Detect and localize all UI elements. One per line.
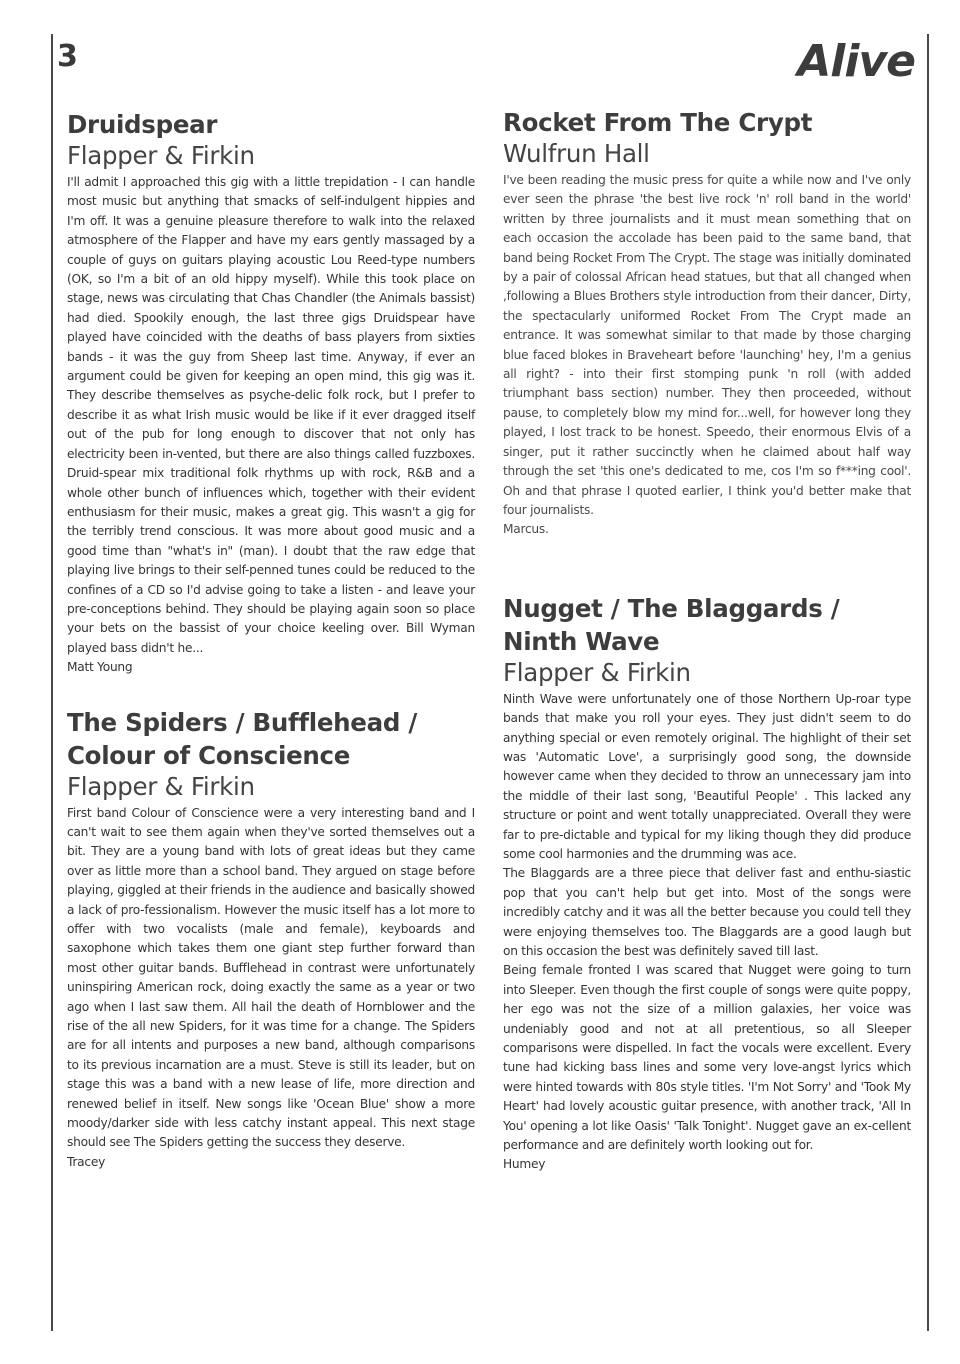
- venue-title: Flapper & Firkin: [503, 657, 691, 687]
- review-author: Humey: [503, 1157, 546, 1172]
- page-number: 3: [57, 39, 77, 74]
- review-paragraph: Ninth Wave were unfortunately one of those Northern Up-roar type bands that make you roll your eyes. They just didn't seem to do anything special or even remotely original. The highlight of their set was 'Automatic Love', a surprisingly good song, the downside however came when they decided to throw an unnecessary jam into the middle of their last song, 'Beautiful People' . This lacked any structure or point and went totally unappreciated. Overall they were far to pre-dictable and typical for my liking though they did produce some cool harmonies and the drumming was ace.: [503, 691, 911, 861]
- band-title-line-2: Ninth Wave: [503, 626, 660, 656]
- review-spiders-bufflehead: [67, 706, 475, 1173]
- band-title-line-1: The Spiders / Bufflehead /: [67, 707, 417, 737]
- review-author: Tracey: [67, 1154, 106, 1169]
- review-author: Marcus.: [503, 522, 549, 537]
- magazine-masthead: Alive: [797, 36, 915, 87]
- review-paragraph: I've been reading the music press for quite a while now and I've only ever seen the phrase 'the best live rock 'n' roll band in the world' written by three journalists and it must mean something that on each occasion the accolade has been paid to the same band, that band being Rocket From The Crypt. The stage was initially dominated by a pair of colossal African head statues, but that all changed when ,following a Blues Brothers style introduction from their dancer, Dirty, the spectacularly uniformed Rocket From The Crypt made an entrance. It was somewhat similar to that made by those charging blue faced blokes in Braveheart before 'launching' hey, I'm a genius all right? - into their first stomping punk 'n roll (with added triumphant bass section) number. They then proceeded, without pause, to completely blow my mind for...well, for however long they played, I lost track to be honest. Speedo, their enormous Elvis of a singer, put it rather succinctly when he claimed about half way through the set 'this one's dedicated to me, cos I'm so f***ing cool'. Oh and that phrase I quoted earlier, I think you'd better make that four journalists.: [503, 173, 911, 517]
- venue-title: Flapper & Firkin: [67, 141, 255, 170]
- band-title: Rocket From The Crypt: [503, 108, 813, 137]
- review-body: [67, 173, 475, 658]
- review-author: Matt Young: [67, 660, 133, 675]
- venue-title: Flapper & Firkin: [67, 771, 255, 801]
- review-paragraph: I'll admit I approached this gig with a little trepidation - I can handle most music but anything that smacks of self-indulgent hippies and I'm off. It was a genuine pleasure therefore to walk into the relaxed atmosphere of the Flapper and have my ears gently massaged by a couple of guys on guitars playing acoustic Lou Reed-type numbers (OK, so I'm a bit of an old hippy myself). While this took place on stage, news was circulating that Chas Chandler (the Animals bassist) had died. Spookily enough, the last three gigs Druidspear have played have coincided with the deaths of bass players from sixties bands - it was the guy from Sheep last time. Anyway, if ever an argument could be given for keeping an open mind, this gig was it. They describe themselves as psyche-delic folk rock, but I prefer to describe it as what Irish music would be like if it ever dragged itself out of the pub for long enough to discover that not only has electricity been in-vented, but there are also things called fuzzboxes. Druid-spear mix traditional folk rhythms up with rock, R&B and a whole other bunch of influences which, together with their evident enthusiasm for their music, makes a great gig. This wasn't a gig for the terribly trend conscious. It was more about good music and a good time than "what's in" (man). I doubt that the raw edge that playing live brings to their self-penned tunes could be reduced to the confines of a CD so I'd advise going to take a listen - and leave your pre-conceptions behind. They should be playing again soon so place your bets on the bassist of your choice keeling over. Bill Wyman played bass didn't he...: [67, 175, 475, 655]
- review-paragraph: The Blaggards are a three piece that deliver fast and enthu-siastic pop that you can't help but get into. Most of the songs were incredibly catchy and it was all the better because you could tell they were enjoying themselves too. The Blaggards are a good laugh but on this occasion the best was definitely saved till last.: [503, 866, 911, 958]
- band-title-line-2: Colour of Conscience: [67, 740, 351, 770]
- review-druidspear: [67, 108, 475, 678]
- band-title: Druidspear: [67, 110, 218, 139]
- right-column-rule: [927, 34, 929, 1331]
- review-nugget-blaggards: [503, 592, 911, 1175]
- venue-title: Wulfrun Hall: [503, 139, 650, 168]
- review-paragraph: Being female fronted I was scared that Nugget were going to turn into Sleeper. Even though the first couple of songs were quite poppy, her ego was not the size of a million galaxies, her voice was undeniably good and not at all pretentious, so all Sleeper comparisons were dispelled. In fact the vocals were excellent. Every tune had kicking bass lines and some very love-angst lyrics which were hinted towards with 80s style titles. 'I'm Not Sorry' and 'Took My Heart' had lovely acoustic guitar presence, with another track, 'All In You' opening a lot like Oasis' 'Talk Tonight'. Nugget gave an ex-cellent performance and are definitely worth looking out for.: [503, 963, 911, 1153]
- left-column: [67, 108, 475, 1172]
- left-column-rule: [51, 34, 53, 1331]
- review-rocket-from-the-crypt: [503, 106, 911, 540]
- review-paragraph: First band Colour of Conscience were a very interesting band and I can't wait to see them again when they've sorted themselves out a bit. They are a young band with lots of great ideas but they came over as little more than a school band. They argued on stage before playing, giggled at their friends in the audience and basically showed a lack of pro-fessionalism. However the music itself has a lot more to offer with two vocalists (male and female), keyboards and saxophone which takes them one giant step further forward than most other guitar bands. Bufflehead in contrast were unfortunately uninspiring American rock, doing exactly the same as a year or two ago when I last saw them. All hail the death of Hornblower and the rise of the all new Spiders, for it was time for a change. The Spiders are for all intents and purposes a new band, although comparisons to its previous incarnation are a must. Steve is still its leader, but on stage this was a band with a new lease of life, more direction and renewed belief in itself. New songs like 'Ocean Blue' show a more moody/darker side with less catchy instant appeal. This next stage should see The Spiders getting the success they deserve.: [67, 805, 475, 1150]
- review-body: [503, 690, 911, 1156]
- review-body: [67, 804, 475, 1153]
- review-body: [503, 171, 911, 520]
- band-title-line-1: Nugget / The Blaggards /: [503, 593, 840, 623]
- right-column: [503, 106, 911, 1175]
